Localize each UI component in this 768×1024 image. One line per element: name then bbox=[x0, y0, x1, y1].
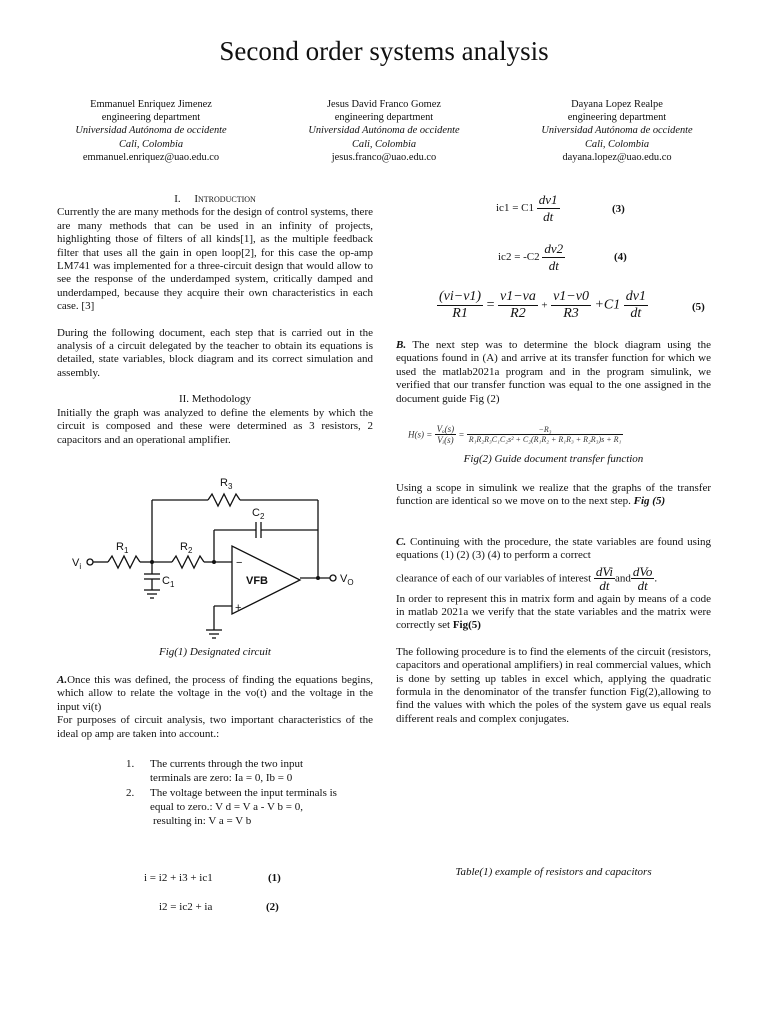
author-city: Cali, Colombia bbox=[584, 138, 650, 150]
author-dept: engineering department bbox=[334, 112, 434, 124]
paragraph-text: Continuing with the procedure, the state variables are found using equations (1) (2) (3) (4) to perform a correct bbox=[396, 536, 712, 562]
label-r2: $R_2$ bbox=[180, 541, 193, 555]
author-dept: engineering department bbox=[101, 112, 201, 124]
equation-1-number: (1) bbox=[268, 872, 281, 884]
table-1-caption: Table(1) example of resistors and capacitors bbox=[455, 866, 652, 878]
author-email: dayana.lopez@uao.edu.co bbox=[562, 151, 672, 163]
fraction: $\frac{dv2}{dt}$ bbox=[544, 241, 564, 273]
fraction: $\frac{\text{dVi}}{dt}$ bbox=[595, 563, 613, 594]
methodology-paragraph: Initially the graph was analyzed to define the elements by which the circuit is composed and these were determined as 3 resistors, 2 capacitors and an operational amplifier. bbox=[57, 406, 373, 446]
equation-3 bbox=[496, 192, 560, 225]
paragraph-scope bbox=[396, 482, 711, 509]
list-item-1-num: 1. bbox=[126, 758, 135, 770]
paragraph-procedure: The following procedure is to find the elements of the circuit (resistors, capacitors and operational amplifiers) in real commercial values, which is done by setting up tables in excel which, applying the quadratic formula in the denominator of the transfer function Fig(2),allowing to find the values with which the poles of the system gave us equal reals different reals and complex conjugates. bbox=[396, 645, 711, 725]
fraction: $\frac{dv1}{dt}$ bbox=[625, 289, 646, 321]
paragraph-b bbox=[396, 339, 711, 406]
equation-2-number: (2) bbox=[266, 901, 279, 913]
author-name: Jesus David Franco Gomez bbox=[327, 99, 441, 110]
left-column-top bbox=[57, 193, 373, 447]
resistor-r3 bbox=[208, 494, 240, 506]
label-c1: $C_1$ bbox=[162, 575, 175, 589]
paragraph-text: In order to represent this in matrix form and again by means of a code in matlab 2021a we verify that the state variables and the matrix were correctly set bbox=[396, 592, 711, 632]
equation-1: i = i2 + i3 + ic1 bbox=[144, 872, 213, 884]
fraction: $\frac{v1-va}{R2}$ bbox=[500, 289, 536, 321]
section-title: Introduction bbox=[194, 193, 256, 205]
paragraph-op-amp: For purposes of circuit analysis, two important characteristics of the ideal op amp are taken into account.: bbox=[57, 714, 373, 740]
figure-2-caption: Fig(2) Guide document transfer function bbox=[463, 453, 644, 465]
list-item-1-line-1: The currents through the two input bbox=[150, 758, 304, 770]
list-item-1-line-2: terminals are zero: Ia = 0, Ib = 0 bbox=[150, 772, 293, 784]
author-university: Universidad Autónoma de occidente bbox=[75, 125, 227, 137]
author-1 bbox=[36, 98, 266, 164]
equation-4 bbox=[498, 241, 565, 274]
author-2 bbox=[269, 98, 499, 164]
author-3 bbox=[502, 98, 732, 164]
left-column-bottom bbox=[57, 674, 373, 741]
section-heading-introduction bbox=[57, 193, 373, 206]
circuit-diagram bbox=[68, 470, 358, 640]
label-r1: $R_1$ bbox=[116, 541, 129, 555]
author-city: Cali, Colombia bbox=[351, 138, 417, 150]
author-email: emmanuel.enriquez@uao.edu.co bbox=[82, 151, 220, 163]
equation-5: $\frac{(vi-v1)}{R1}$ = $\frac{v1-va}{R2}$ + $\frac{v1-v0}{R3}$ +C1 $\frac{dv1}{dt}$ bbox=[439, 289, 646, 321]
paper-title: Second order systems analysis bbox=[219, 36, 549, 66]
author-name: Emmanuel Enriquez Jimenez bbox=[90, 99, 212, 110]
paragraph-text: The next step was to determine the block diagram using the equations found in (A) and arrive at its transfer function for which we used the matlab2021a program and in the program simulink, we verified that our transfer function was equal to the one assigned in the document guide Fig (2) bbox=[396, 339, 711, 405]
paragraph-label: B. bbox=[396, 339, 407, 351]
author-university: Universidad Autónoma de occidente bbox=[308, 125, 460, 137]
figure-reference: Fig (5) bbox=[633, 495, 666, 508]
author-city: Cali, Colombia bbox=[118, 138, 184, 150]
intro-paragraph-2: During the following document, each step that is carried out in the analysis of a circuit delegated by the teacher to obtain its equations is detailed, state variables, block diagram and its correct simulation and assembly. bbox=[57, 326, 373, 379]
paragraph-a bbox=[57, 674, 373, 714]
paragraph-text: Using a scope in simulink we realize that the graphs of the transfer function are identical so we move on to the next step. bbox=[396, 482, 711, 508]
paragraph-label: A. bbox=[57, 674, 68, 686]
label-minus: − bbox=[236, 557, 243, 569]
output-terminal bbox=[330, 575, 336, 581]
fraction: $\frac{dv1}{dt}$ bbox=[538, 192, 558, 224]
equation-4-number: (4) bbox=[614, 251, 627, 263]
author-dept: engineering department bbox=[567, 112, 667, 124]
label-plus: + bbox=[235, 602, 242, 614]
list-item-2-line-2: equal to zero.: V d = V a - V b = 0, bbox=[150, 801, 303, 813]
equation-lhs: ic2 = -C2 bbox=[498, 251, 540, 264]
label-c2: $C_2$ bbox=[252, 507, 265, 521]
section-number: I. bbox=[174, 193, 181, 205]
equation-lhs: ic1 = C1 bbox=[496, 202, 534, 215]
list-item-2-num: 2. bbox=[126, 787, 135, 799]
paragraph-c-derivatives: clearance of each of our variables of interest $\frac{\text{dVi}}{dt}$ and $\frac{\text{dVo}}{dt}$ . bbox=[396, 563, 658, 594]
author-email: jesus.franco@uao.edu.co bbox=[331, 151, 437, 163]
section-heading-methodology: II. Methodology bbox=[178, 393, 252, 406]
figure-1-caption: Fig(1) Designated circuit bbox=[158, 646, 271, 658]
equation-5-number: (5) bbox=[692, 301, 705, 313]
fraction: $\frac{(vi-v1)}{R1}$ bbox=[439, 289, 482, 321]
fraction: $\frac{v1-v0}{R3}$ bbox=[553, 289, 589, 321]
resistor-r1 bbox=[108, 556, 140, 568]
resistor-r2 bbox=[172, 556, 204, 568]
label-vfb: VFB bbox=[246, 575, 268, 587]
author-name: Dayana Lopez Realpe bbox=[571, 99, 663, 110]
transfer-function: H(s) = $\frac{\text{Vₒ(s)}}{\text{Vᵢ(s)}}$ = $\frac{\text{−R₃}}{\text{R₁R₂R₃C₁C₂s² + C₂(R₁R₂ + R₁R₃ + R₂R₃)s + R₁}}$ bbox=[408, 424, 622, 445]
paragraph-label: C. bbox=[396, 536, 407, 548]
author-university: Universidad Autónoma de occidente bbox=[541, 125, 693, 137]
equation-2: i2 = ic2 + ia bbox=[159, 901, 213, 913]
fraction: $\frac{\text{dVo}}{dt}$ bbox=[632, 563, 653, 594]
equation-3-number: (3) bbox=[612, 203, 625, 215]
label-vo: $V_O$ bbox=[340, 573, 354, 587]
paragraph-text: Once this was defined, the process of finding the equations begins, which allow to relate the voltage in the vo(t) and the voltage in the input vi(t) bbox=[57, 674, 373, 713]
input-terminal bbox=[87, 559, 93, 565]
figure-reference: Fig(5) bbox=[452, 619, 481, 632]
list-item-2-line-1: The voltage between the input terminals is bbox=[150, 787, 337, 799]
intro-paragraph-1: Currently the are many methods for the design of control systems, there are many methods that can be used in an infinity of projects, highlighting those of filters of all kinds[1], as the multiple feedback filter that uses all the gain in open loop[2], for this case the op-amp LM741 was implemented for a three-circuit design that would allow to see the response of the underdamped system, critically damped and underdamped, because they acquire their own characteristics in each case. [3] bbox=[57, 206, 373, 313]
paragraph-c bbox=[396, 536, 711, 726]
list-item-2-line-3: resulting in: V a = V b bbox=[153, 815, 252, 827]
label-r3: $R_3$ bbox=[220, 477, 233, 491]
label-vi: $V_i$ bbox=[72, 557, 82, 571]
